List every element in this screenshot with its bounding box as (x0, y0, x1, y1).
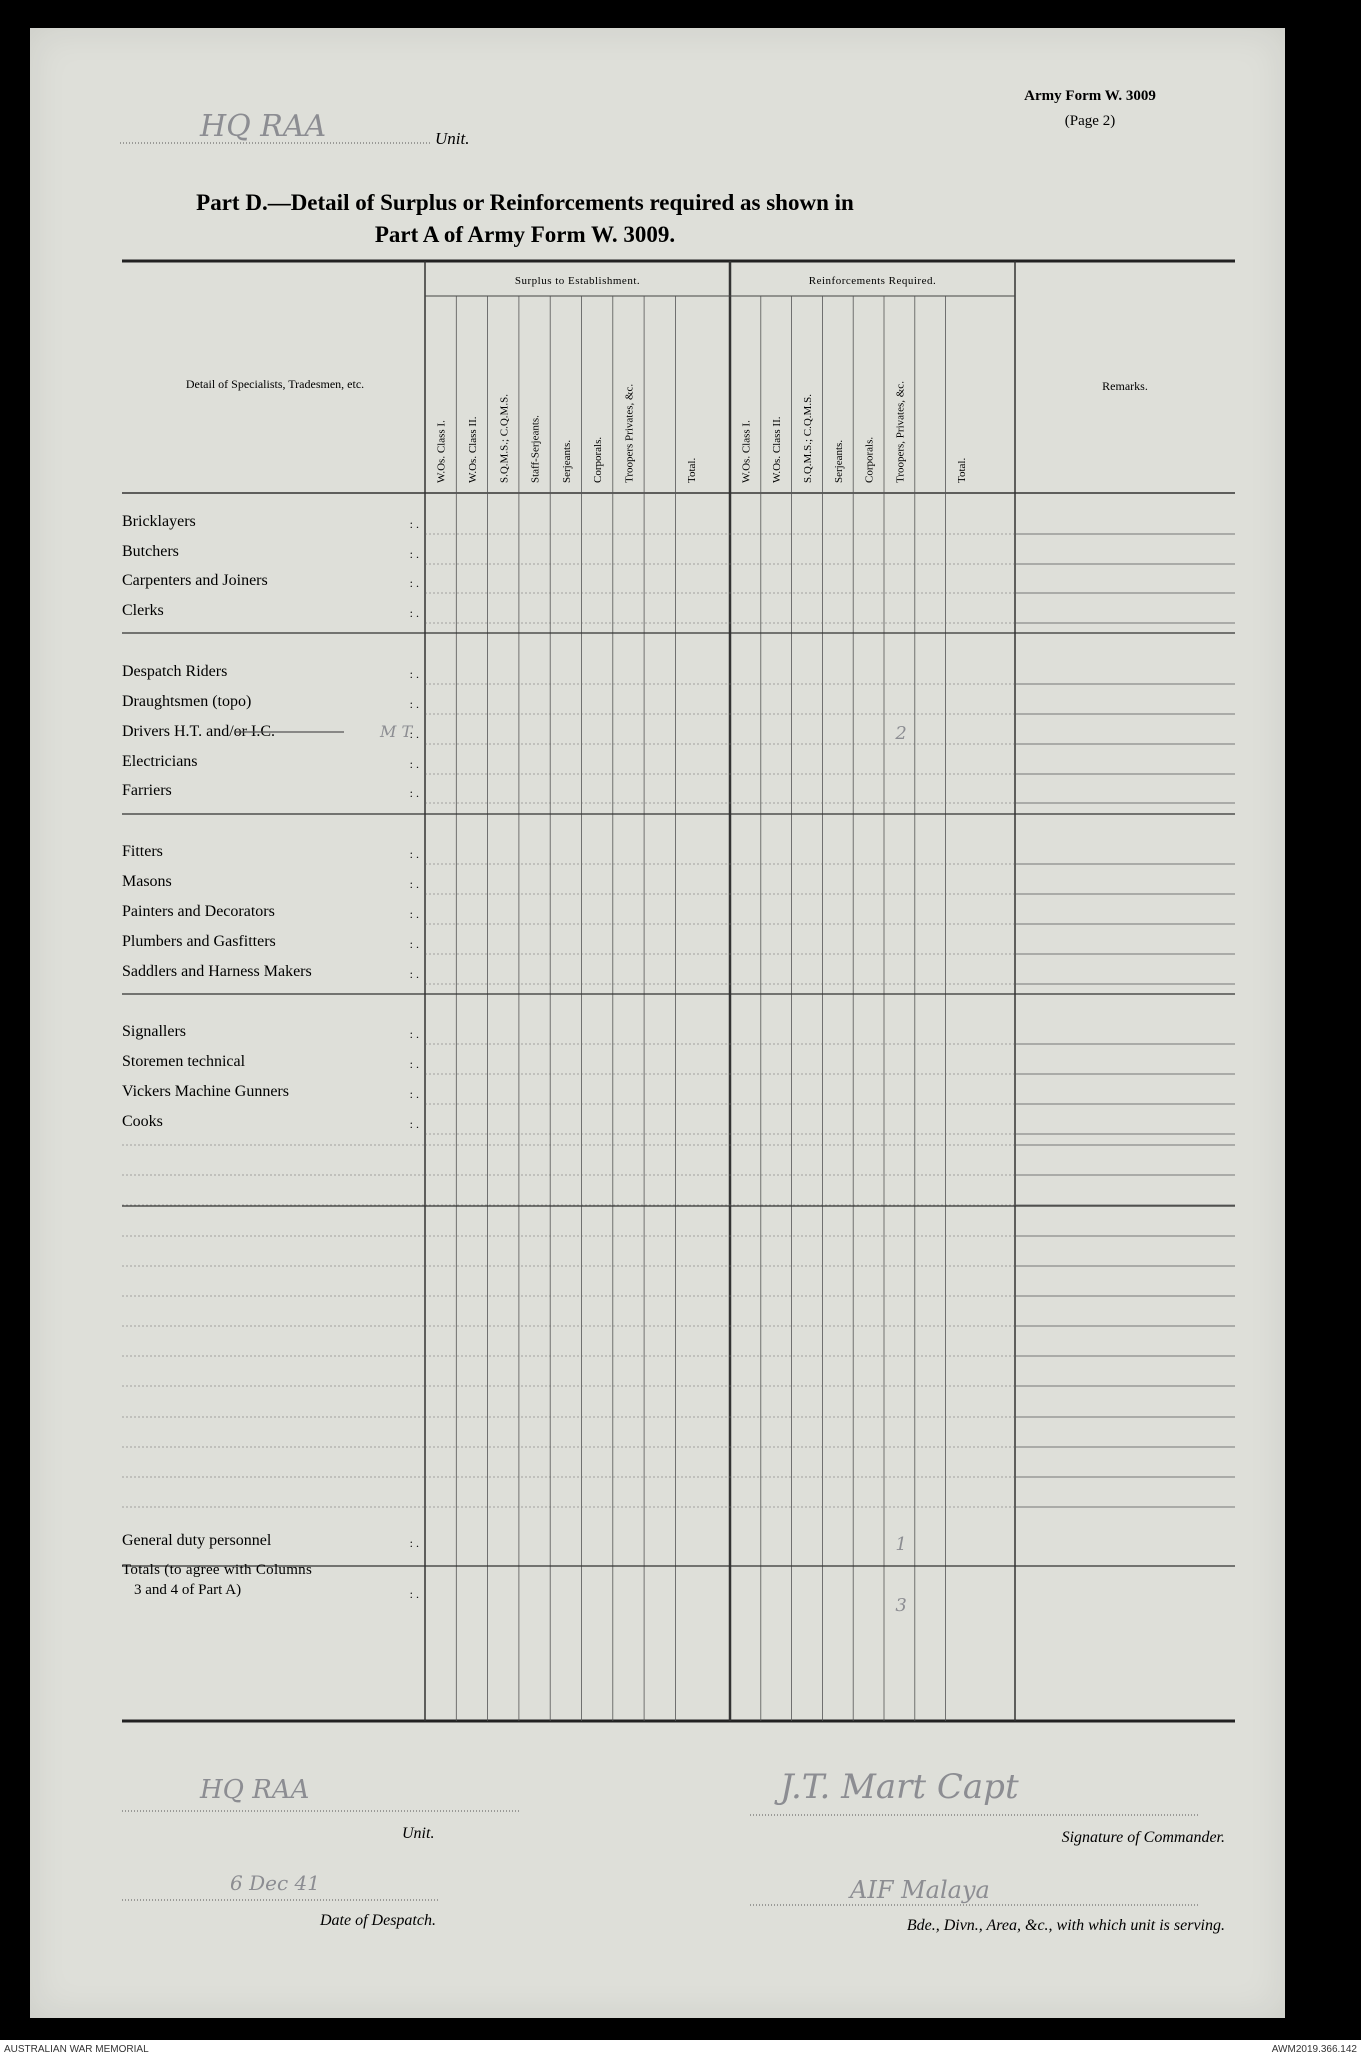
value-drivers: 2 (895, 723, 907, 744)
row-label: General duty personnel (122, 1532, 272, 1549)
title-line2: Part A of Army Form W. 3009. (374, 222, 676, 247)
row-dots: : . (409, 757, 419, 771)
totals-label: Totals (to agree with Columns (122, 1562, 313, 1578)
surplus-column-label: Corporals. (592, 436, 605, 483)
surplus-column-label: Total. (686, 457, 699, 483)
row-dots: : . (409, 1587, 419, 1601)
row-dots: : . (409, 1536, 419, 1550)
row-label: Fitters (122, 843, 163, 860)
footer-unit-value: HQ RAA (200, 1775, 310, 1805)
row-dots: : . (409, 727, 419, 741)
surplus-column-label: Serjeants. (560, 439, 573, 483)
row-dots: : . (409, 1087, 419, 1101)
row-label: Electricians (122, 753, 198, 770)
row-dots: : . (409, 877, 419, 891)
row-label: Vickers Machine Gunners (122, 1083, 289, 1100)
archive-strip (0, 2040, 1361, 2061)
totals-label-2: 3 and 4 of Part A) (134, 1582, 242, 1598)
row-label: Clerks (122, 602, 164, 619)
row-label: Butchers (122, 543, 179, 560)
reinforcement-column-label: Total. (956, 457, 968, 483)
row-dots: : . (409, 907, 419, 921)
reinforcement-column-label: Serjeants. (832, 439, 845, 483)
surplus-column-label: Troopers Privates, &c. (623, 383, 636, 483)
reinforcement-column-label: Troopers, Privates, &c. (894, 381, 907, 483)
form-id: Army Form W. 3009 (1024, 88, 1156, 104)
unit-handwritten: HQ RAA (200, 109, 327, 144)
page-number: (Page 2) (1064, 113, 1116, 129)
reinforcements-header: Reinforcements Required. (808, 275, 937, 287)
drivers-annotation: M T (380, 722, 413, 741)
form-sheet (30, 28, 1285, 2018)
row-label: Saddlers and Harness Makers (122, 963, 312, 980)
row-dots: : . (409, 937, 419, 951)
detail-header: Detail of Specialists, Tradesmen, etc. (185, 377, 365, 391)
bde-label: Bde., Divn., Area, &c., with which unit is serving. (906, 1917, 1225, 1934)
row-dots: : . (409, 606, 419, 620)
title-line1: Part D.—Detail of Surplus or Reinforcements required as shown in (196, 190, 854, 215)
signature-value: J.T. Mart Capt (780, 1767, 1019, 1807)
reinforcement-column-label: S.Q.M.S.; C.Q.M.S. (802, 394, 814, 483)
row-dots: : . (409, 1057, 419, 1071)
row-dots: : . (409, 547, 419, 561)
form-svg (30, 28, 1285, 2018)
surplus-header: Surplus to Establishment. (514, 275, 641, 287)
reinforcement-column-label: W.Os. Class I. (740, 420, 753, 483)
form-table (122, 261, 1235, 1721)
surplus-column-label: W.Os. Class I. (435, 420, 448, 483)
archive-right: AWM2019.366.142 (1271, 2044, 1357, 2055)
signature-label: Signature of Commander. (1061, 1829, 1225, 1846)
value-general-duty: 1 (895, 1534, 907, 1555)
row-dots: : . (409, 697, 419, 711)
row-label: Masons (122, 873, 172, 890)
reinforcement-column-label: Corporals. (863, 436, 876, 483)
footer-section (122, 1767, 1225, 1934)
value-totals: 3 (895, 1595, 907, 1616)
row-label: Plumbers and Gasfitters (122, 933, 276, 950)
date-label: Date of Despatch. (320, 1912, 436, 1929)
row-label: Cooks (122, 1113, 163, 1130)
row-dots: : . (409, 667, 419, 681)
row-dots: : . (409, 576, 419, 590)
row-dots: : . (409, 786, 419, 800)
row-label: Drivers H.T. and/or I.C. (122, 723, 275, 740)
row-label: Signallers (122, 1023, 186, 1040)
row-label: Carpenters and Joiners (122, 572, 268, 589)
row-label: Draughtsmen (topo) (122, 693, 252, 710)
row-label: Farriers (122, 782, 172, 799)
date-value: 6 Dec 41 (230, 1871, 320, 1895)
footer-unit-label: Unit. (402, 1825, 435, 1842)
row-label: Bricklayers (122, 513, 196, 530)
row-dots: : . (409, 517, 419, 531)
bde-value: AIF Malaya (850, 1876, 990, 1904)
row-dots: : . (409, 1027, 419, 1041)
surplus-column-label: W.Os. Class II. (466, 416, 479, 483)
row-label: Despatch Riders (122, 663, 228, 680)
row-label: Painters and Decorators (122, 903, 275, 920)
surplus-column-label: S.Q.M.S.; C.Q.M.S. (498, 394, 511, 483)
row-dots: : . (409, 1117, 419, 1131)
surplus-column-label: Staff-Serjeants. (529, 415, 542, 483)
row-label: Storemen technical (122, 1053, 246, 1070)
remarks-header: Remarks. (1102, 379, 1148, 393)
row-dots: : . (409, 847, 419, 861)
unit-label: Unit. (435, 129, 470, 148)
row-dots: : . (409, 967, 419, 981)
reinforcement-column-label: W.Os. Class II. (771, 416, 784, 483)
archive-left: AUSTRALIAN WAR MEMORIAL (4, 2044, 149, 2055)
